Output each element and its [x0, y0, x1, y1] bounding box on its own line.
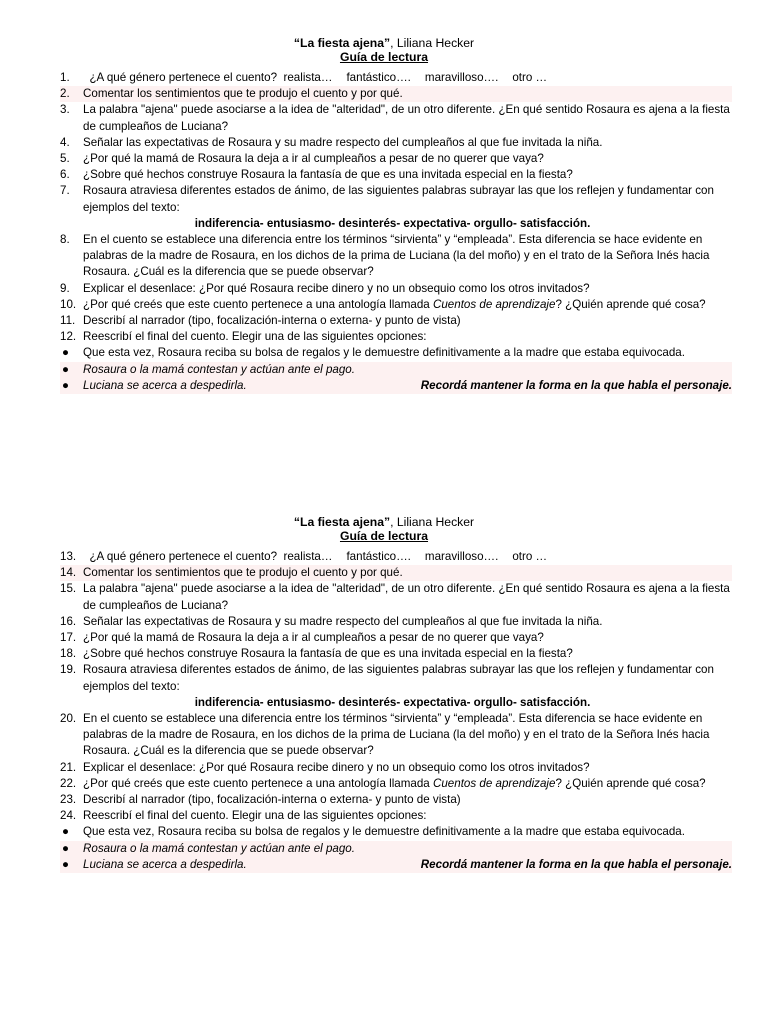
question-item: 23. Describí al narrador (tipo, focalización-interna o externa- y punto de vista) — [60, 793, 461, 807]
question-item: 20. En el cuento se establece una diferencia entre los términos “sirvienta” y “empleada”. Esta diferencia se hace evidente en palabras de la madre de Rosaura, en los dichos de la prima de Luciana (la del moño) y en el trato de la Señora Inés hacia Rosaura. ¿Cuál es la diferencia que se puede observar? — [60, 712, 710, 758]
question-item: 4. Señalar las expectativas de Rosaura y su madre respecto del cumpleaños al que fue invitada la niña. — [60, 135, 603, 149]
reading-guide-1 — [0, 36, 768, 394]
question-item: 22. ¿Por qué creés que este cuento pertenece a una antología llamada Cuentos de aprendizaje? ¿Quién aprende qué cosa? — [60, 776, 706, 790]
question-item: 21. Explicar el desenlace: ¿Por qué Rosaura recibe dinero y no un obsequio como los otros invitados? — [60, 760, 590, 774]
question-list — [60, 70, 732, 394]
guide-subtitle: Guía de lectura — [339, 50, 429, 64]
reminder-note: Recordá mantener la forma en la que habla el personaje. — [420, 378, 732, 392]
question-item: 18. ¿Sobre qué hechos construye Rosaura la fantasía de que es una invitada especial en la fiesta? — [60, 647, 573, 661]
question-item: 7. Rosaura atraviesa diferentes estados de ánimo, de las siguientes palabras subrayar las que los reflejen y fundamentar con ejemplos del texto: indiferencia- entusiasmo- desinterés- expectativa- orgullo- satisfacción. — [60, 183, 732, 232]
question-item: 11. Describí al narrador (tipo, focalización-interna o externa- y punto de vista) — [60, 314, 461, 328]
guide-title — [0, 515, 768, 529]
reminder-note: Recordá mantener la forma en la que habla el personaje. — [420, 857, 732, 871]
question-item: 15. La palabra "ajena" puede asociarse a la idea de "alteridad", de un otro diferente. ¿En qué sentido Rosaura es ajena a la fiesta de cumpleaños de Luciana? — [60, 582, 730, 612]
question-item: 12. Reescribí el final del cuento. Elegir una de las siguientes opciones: — [60, 330, 427, 344]
question-list — [60, 549, 732, 873]
question-item: 13. ¿A qué género pertenece el cuento? realista… fantástico…. maravilloso…. otro … — [60, 550, 548, 563]
question-item: 17. ¿Por qué la mamá de Rosaura la deja a ir al cumpleaños a pesar de no querer que vaya? — [60, 631, 544, 645]
bullet-item: ● Que esta vez, Rosaura reciba su bolsa de regalos y le demuestre definitivamente a la madre que estaba equivocada. — [62, 346, 685, 360]
bullet-item: ● Rosaura o la mamá contestan y actúan ante el pago. — [60, 362, 732, 378]
author: , Liliana Hecker — [390, 36, 475, 50]
guide-title — [0, 36, 768, 50]
emotion-words: indiferencia- entusiasmo- desinterés- expectativa- orgullo- satisfacción. — [194, 216, 591, 230]
question-item: 19. Rosaura atraviesa diferentes estados de ánimo, de las siguientes palabras subrayar las que los reflejen y fundamentar con ejemplos del texto: indiferencia- entusiasmo- desinterés- expectativa- orgullo- satisfacción. — [60, 662, 732, 711]
story-title: “La fiesta ajena” — [293, 515, 391, 529]
question-item: 3. La palabra "ajena" puede asociarse a la idea de "alteridad", de un otro diferente. ¿En qué sentido Rosaura es ajena a la fiesta de cumpleaños de Luciana? — [60, 103, 730, 133]
reading-guide-2 — [0, 515, 768, 873]
question-item: 16. Señalar las expectativas de Rosaura y su madre respecto del cumpleaños al que fue invitada la niña. — [60, 614, 603, 628]
bullet-item: ● Luciana se acerca a despedirla. Recordá mantener la forma en la que habla el personaje. — [60, 857, 732, 873]
question-item: 10. ¿Por qué creés que este cuento pertenece a una antología llamada Cuentos de aprendizaje? ¿Quién aprende qué cosa? — [60, 297, 706, 311]
bullet-item: ● Luciana se acerca a despedirla. Recordá mantener la forma en la que habla el personaje. — [60, 378, 732, 394]
question-item: 9. Explicar el desenlace: ¿Por qué Rosaura recibe dinero y no un obsequio como los otros invitados? — [60, 281, 590, 295]
author: , Liliana Hecker — [390, 515, 475, 529]
question-item: 1. ¿A qué género pertenece el cuento? realista… fantástico…. maravilloso…. otro … — [60, 71, 548, 84]
question-item: 8. En el cuento se establece una diferencia entre los términos “sirvienta” y “empleada”. Esta diferencia se hace evidente en palabras de la madre de Rosaura, en los dichos de la prima de Luciana (la del moño) y en el trato de la Señora Inés hacia Rosaura. ¿Cuál es la diferencia que se puede observar? — [60, 233, 710, 279]
question-item: 24. Reescribí el final del cuento. Elegir una de las siguientes opciones: — [60, 809, 427, 823]
story-title: “La fiesta ajena” — [293, 36, 391, 50]
question-item: 14. Comentar los sentimientos que te produjo el cuento y por qué. — [60, 565, 732, 581]
emotion-words: indiferencia- entusiasmo- desinterés- expectativa- orgullo- satisfacción. — [194, 695, 591, 709]
question-item: 5. ¿Por qué la mamá de Rosaura la deja a ir al cumpleaños a pesar de no querer que vaya? — [60, 152, 544, 166]
question-item: 6. ¿Sobre qué hechos construye Rosaura la fantasía de que es una invitada especial en la fiesta? — [60, 168, 573, 182]
bullet-item: ● Que esta vez, Rosaura reciba su bolsa de regalos y le demuestre definitivamente a la madre que estaba equivocada. — [62, 825, 685, 839]
bullet-item: ● Rosaura o la mamá contestan y actúan ante el pago. — [60, 841, 732, 857]
guide-subtitle: Guía de lectura — [339, 529, 429, 543]
question-item: 2. Comentar los sentimientos que te produjo el cuento y por qué. — [60, 86, 732, 102]
